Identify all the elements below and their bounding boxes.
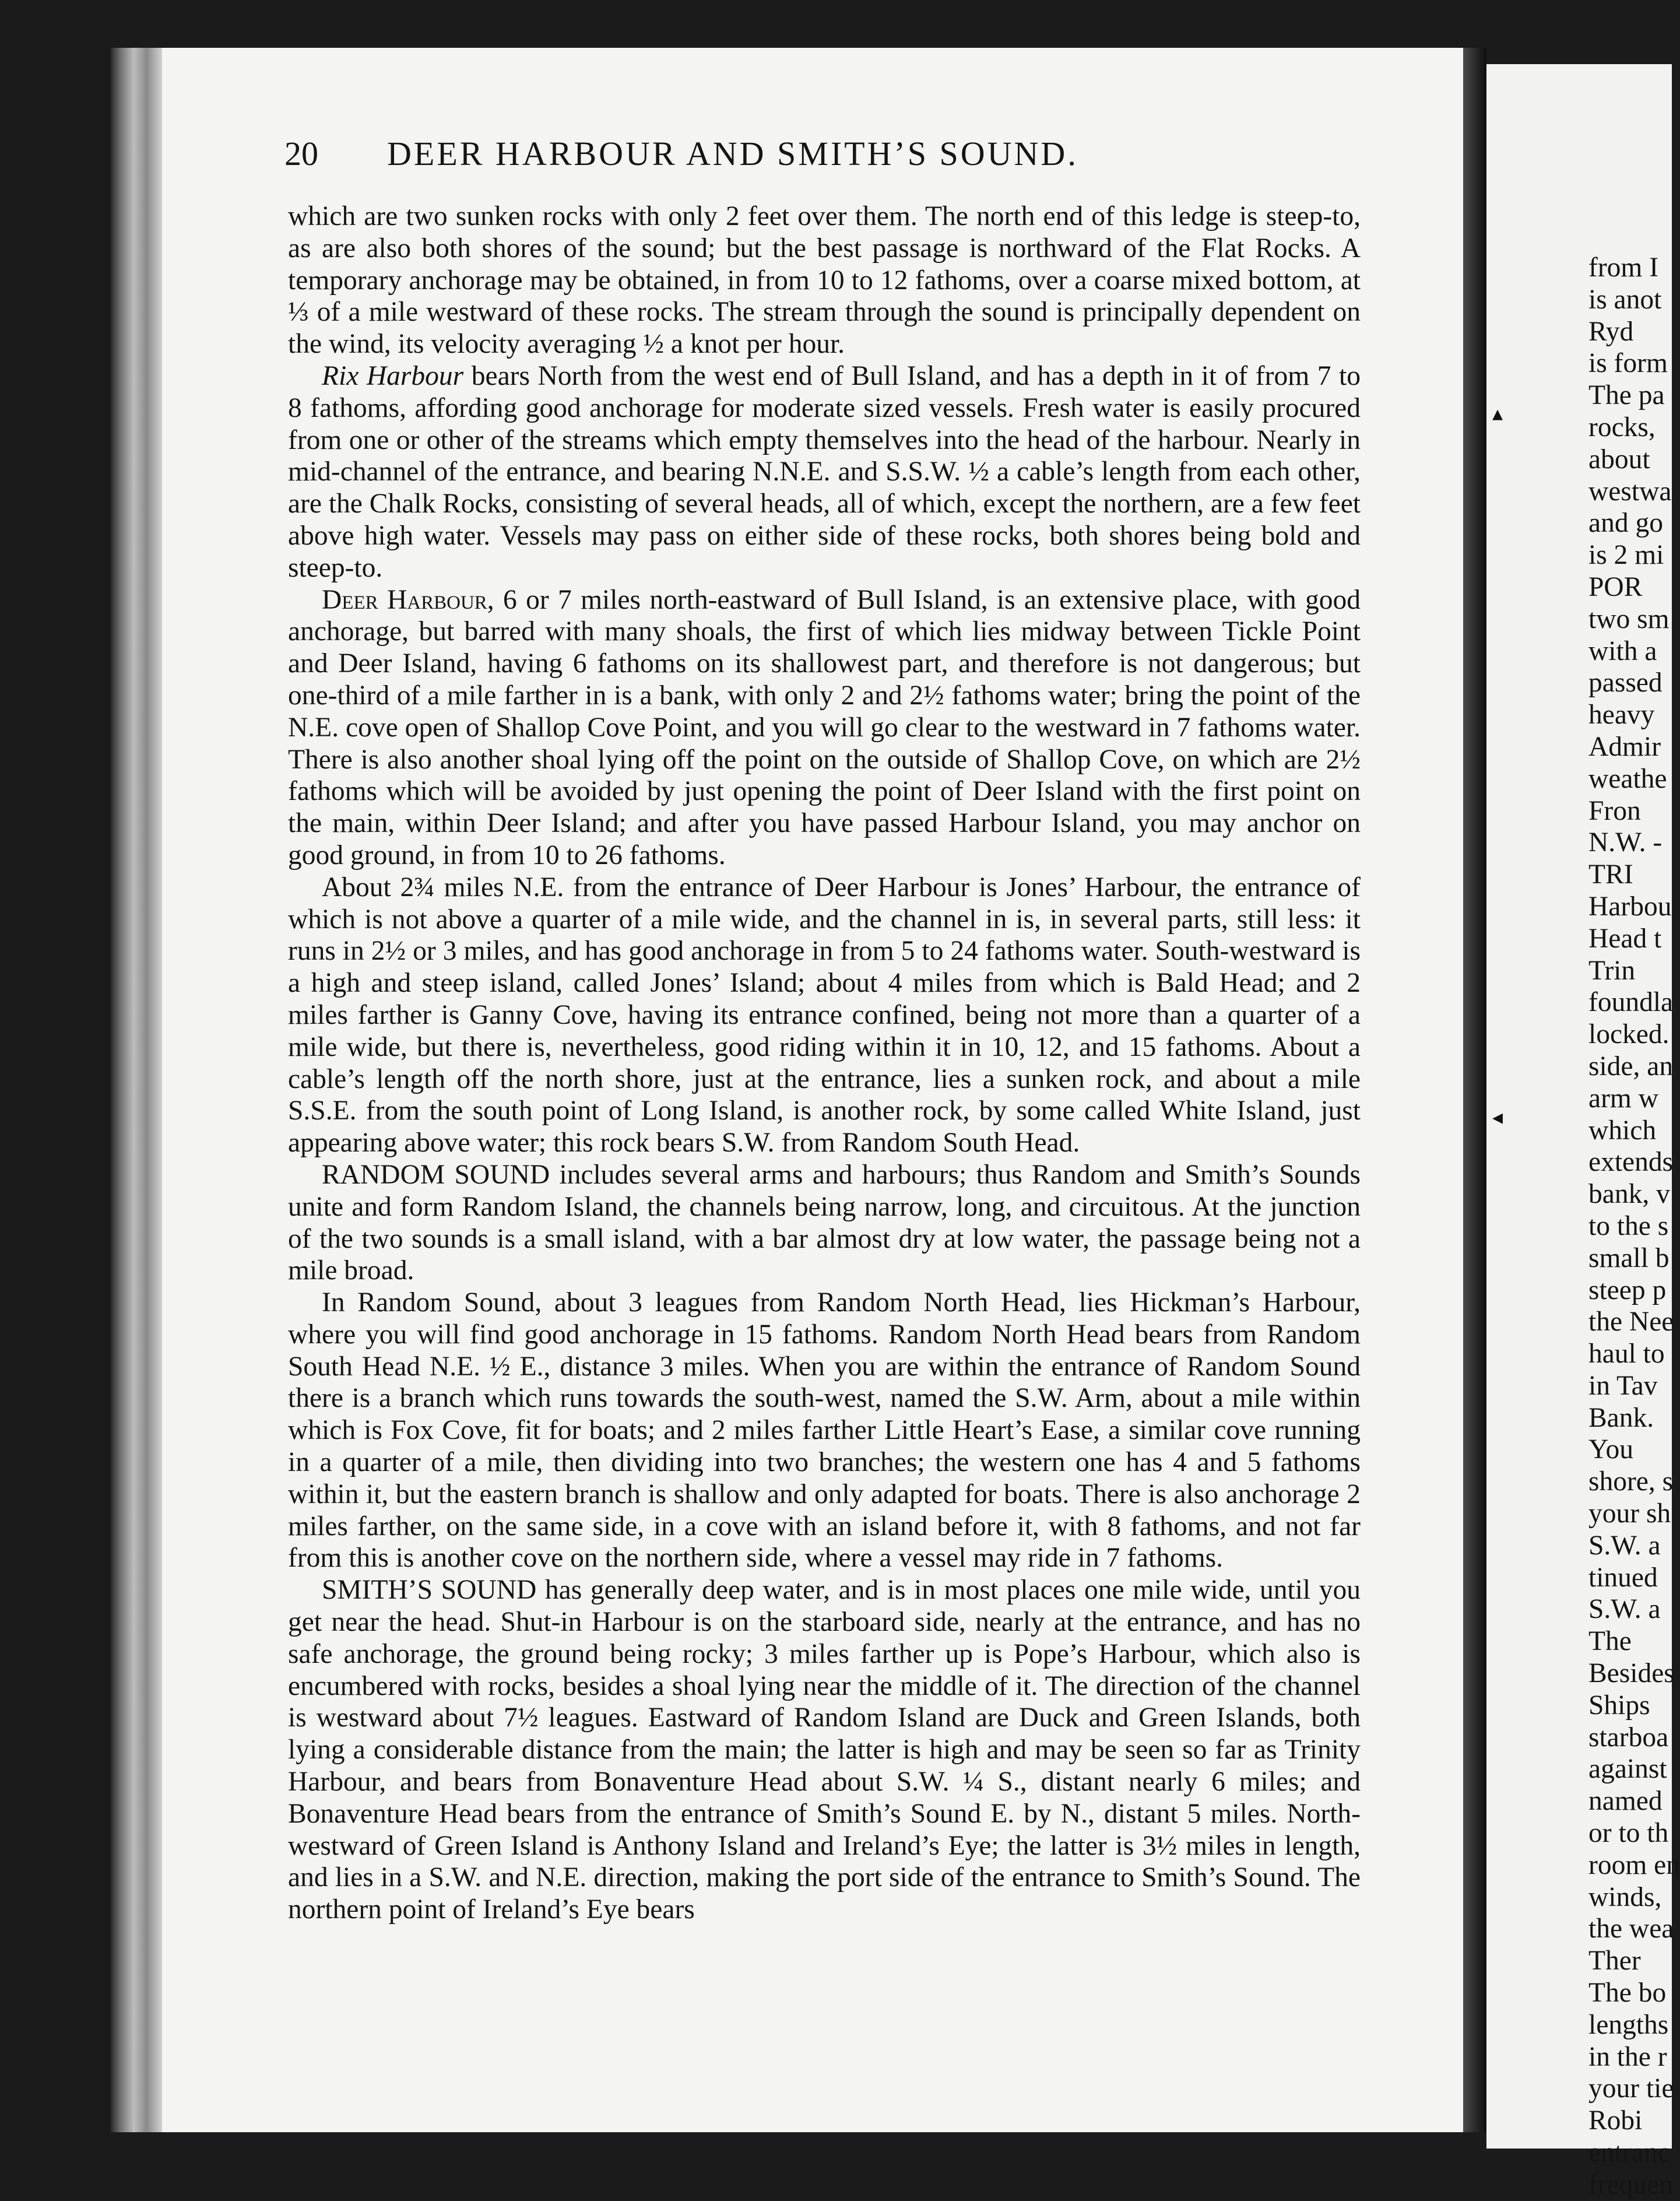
paragraph-lead-random-sound: RANDOM SOUND: [322, 1159, 550, 1190]
paragraph-text: , 6 or 7 miles north-eastward of Bull Island, is an extensive place, with good anchorage, but barred with many shoals, the first of which lies midway between Tickle Point and Deer Island, having 6 fathoms on its shallowest part, and therefore is not dangerous; but one-third of a mile farther in is a bank, with only 2 and 2½ fathoms water; bring the point of the N.E. cove open of Shallop Cove Point, and you will go clear to the westward in 7 fathoms water. There is also another shoal lying off the point on the outside of Shallop Cove, on which are 2½ fathoms which will be avoided by just opening the point of Deer Island with the first point on the main, within Deer Island; and after you have passed Harbour Island, you may anchor on good ground, in from 10 to 26 fathoms.: [288, 584, 1361, 870]
page-number: 20: [284, 135, 318, 173]
facing-page-line: bank, v: [1588, 1179, 1670, 1210]
facing-page-line: is anot: [1588, 284, 1662, 315]
facing-page-line: POR: [1588, 571, 1643, 602]
facing-page-line: westwa: [1588, 476, 1672, 507]
margin-mark: ▴: [1492, 402, 1503, 425]
facing-page: [1486, 64, 1680, 2200]
facing-page-line: is form: [1588, 348, 1668, 379]
facing-page-line: two sm: [1588, 603, 1670, 634]
facing-page-line: The: [1588, 1626, 1632, 1657]
facing-page-line: or to th: [1588, 1818, 1669, 1849]
facing-page-line: lengths: [1588, 2009, 1669, 2040]
facing-page-line: Ships: [1588, 1690, 1650, 1721]
facing-page-line: named: [1588, 1786, 1663, 1817]
facing-page-line: TRI: [1588, 859, 1633, 890]
paragraph-jones-harbour: [288, 872, 1361, 1159]
paragraph-text: includes several arms and harbours; thus Random and Smith’s Sounds unite and form Random Island, the channels being narrow, long, and circuitous. At the junction of the two sounds is a small island, with a bar almost dry at low water, the passage being not a mile broad.: [288, 1159, 1361, 1286]
paragraph-text: which are two sunken rocks with only 2 feet over them. The north end of this ledge is steep-to, as are also both shores of the sound; but the best passage is northward of the Flat Rocks. A temporary anchorage may be obtained, in from 10 to 12 fathoms, over a coarse mixed bottom, at ⅓ of a mile westward of these rocks. The stream through the sound is principally dependent on the wind, its velocity averaging ½ a knot per hour.: [288, 201, 1361, 360]
paragraph-continuation: [288, 201, 1361, 360]
facing-page-line: Robi: [1588, 2105, 1643, 2136]
facing-page-line: the Nee: [1588, 1307, 1674, 1338]
paragraph-lead-rix-harbour: Rix Harbour: [322, 360, 464, 391]
paragraph-rix-harbour: [288, 360, 1361, 584]
facing-page-line: Ther: [1588, 1946, 1641, 1977]
facing-page-line: haul to: [1588, 1339, 1665, 1370]
facing-page-line: to the s: [1588, 1210, 1669, 1241]
facing-page-line: which: [1588, 1115, 1657, 1146]
facing-page-line: starboa: [1588, 1722, 1669, 1753]
paragraph-deer-harbour: [288, 584, 1361, 872]
facing-page-line: extends: [1588, 1147, 1674, 1178]
facing-page-line: Harbou: [1588, 891, 1672, 922]
facing-page-line: heavy: [1588, 700, 1655, 731]
facing-page-line: in Tav: [1588, 1370, 1658, 1401]
facing-page-line: Trin: [1588, 955, 1636, 986]
facing-page-line: the wea: [1588, 1914, 1674, 1944]
facing-page-line: against: [1588, 1754, 1667, 1785]
facing-page-line: room en: [1588, 1849, 1680, 1880]
facing-page-line: The bo: [1588, 1978, 1667, 2009]
paragraph-smiths-sound: [288, 1574, 1361, 1926]
facing-page-text-fragments: [1588, 252, 1680, 2201]
facing-page-line: Bank.: [1588, 1402, 1654, 1433]
paragraph-text: About 2¾ miles N.E. from the entrance of Deer Harbour is Jones’ Harbour, the entrance of which is not above a quarter of a mile wide, and the channel in is, in several parts, still less: it runs in 2½ or 3 miles, and has good anchorage in from 5 to 24 fathoms water. South-westward is a high and steep island, called Jones’ Island; about 4 miles from which is Bald Head; and 2 miles farther is Ganny Cove, having its entrance confined, being not more than a quarter of a mile wide, but there is, nevertheless, good riding within it in 10, 12, and 15 fathoms. About a cable’s length off the north shore, just at the entrance, lies a sunken rock, and about a mile S.S.E. from the south point of Long Island, is another rock, by some called White Island, just appearing above water; this rock bears S.W. from Random South Head.: [288, 872, 1361, 1159]
facing-page-line: with a: [1588, 636, 1657, 666]
body-text: [288, 201, 1361, 1926]
facing-page-line: locked.: [1588, 1019, 1670, 1050]
facing-page-line: steep p: [1588, 1275, 1667, 1305]
facing-page-line: Fron: [1588, 795, 1641, 826]
paragraph-hickmans-harbour: [288, 1287, 1361, 1574]
paragraph-lead-smiths-sound: SMITH’S SOUND: [322, 1575, 537, 1606]
facing-page-line: arm w: [1588, 1083, 1659, 1114]
facing-page-line: and go: [1588, 508, 1663, 539]
facing-page-line: S.W. a: [1588, 1530, 1661, 1561]
facing-page-line: small b: [1588, 1242, 1670, 1273]
facing-page-line: You: [1588, 1434, 1634, 1465]
facing-page-line: in the r: [1588, 2041, 1667, 2072]
paragraph-text: In Random Sound, about 3 leagues from Random North Head, lies Hickman’s Harbour, where you will find good anchorage in 15 fathoms. Random North Head bears from Random South Head N.E. ½ E., distance 3 miles. When you are within the entrance of Random Sound there is a branch which runs towards the south-west, named the S.W. Arm, about a mile within which is Fox Cove, fit for boats; and 2 miles farther Little Heart’s Ease, a similar cove running in a quarter of a mile, then dividing into two branches; the western one has 4 and 5 fathoms within it, but the eastern branch is shallow and only adapted for boats. There is also anchorage 2 miles farther, on the same side, in a cove with an island before it, with 8 fathoms, and not far from this is another cove on the northern side, where a vessel may ride in 7 fathoms.: [288, 1287, 1361, 1574]
facing-page-line: Admir: [1588, 731, 1661, 762]
facing-page-line: passed: [1588, 668, 1663, 698]
page-gutter: [1463, 48, 1486, 2132]
facing-page-line: Besides: [1588, 1658, 1675, 1689]
facing-page-line: from I: [1588, 252, 1659, 283]
facing-page-line: your tie: [1588, 2073, 1674, 2104]
paragraph-text: bears North from the west end of Bull Island, and has a depth in it of from 7 to 8 fathoms, affording good anchorage for moderate sized vessels. Fresh water is easily procured from one or other of the streams which empty themselves into the head of the harbour. Nearly in mid-channel of the entrance, and bearing N.N.E. and S.S.W. ½ a cable’s length from each other, are the Chalk Rocks, consisting of several heads, all of which, except the northern, are a few feet above high water. Vessels may pass on either side of these rocks, both shores being bold and steep-to.: [288, 360, 1361, 583]
paragraph-lead-deer-harbour: Deer Harbour: [322, 584, 487, 615]
facing-page-line: rocks,: [1588, 412, 1656, 443]
left-page: [162, 48, 1463, 2132]
facing-page-line: entranc: [1588, 2137, 1670, 2168]
facing-page-line: shore, s: [1588, 1466, 1674, 1497]
facing-page-line: your sh: [1588, 1498, 1671, 1529]
book-spine-edge: [111, 48, 162, 2132]
facing-page-line: frequen: [1588, 2169, 1674, 2200]
facing-page-line: Head t: [1588, 923, 1662, 954]
facing-page-line: The pa: [1588, 380, 1665, 411]
paragraph-text: has generally deep water, and is in most places one mile wide, until you get near the head. Shut-in Harbour is on the starboard side, nearly at the entrance, and has no safe anchorage, the ground being rocky; 3 miles farther up is Pope’s Harbour, which also is encumbered with rocks, besides a shoal lying near the middle of it. The direction of the channel is westward about 7½ leagues. Eastward of Random Island are Duck and Green Islands, both lying a considerable distance from the main; the latter is high and may be seen so far as Trinity Harbour, and bears from Bonaventure Head about S.W. ¼ S., distant nearly 6 miles; and Bonaventure Head bears from the entrance of Smith’s Sound E. by N., distant 5 miles. North-westward of Green Island is Anthony Island and Ireland’s Eye; the latter is 3½ miles in length, and lies in a S.W. and N.E. direction, making the port side of the entrance to Smith’s Sound. The northern point of Ireland’s Eye bears: [288, 1575, 1361, 1925]
facing-page-line: Ryd: [1588, 316, 1634, 347]
facing-page-line: tinued: [1588, 1562, 1658, 1593]
facing-page-line: S.W. a: [1588, 1594, 1661, 1625]
paragraph-random-sound: [288, 1159, 1361, 1287]
facing-page-line: is 2 mi: [1588, 540, 1664, 571]
facing-page-line: about: [1588, 444, 1650, 475]
facing-page-line: side, an: [1588, 1051, 1674, 1082]
margin-mark: ◂: [1492, 1105, 1503, 1129]
facing-page-line: foundla: [1588, 987, 1674, 1018]
facing-page-line: weathe: [1588, 763, 1667, 794]
facing-page-line: N.W. -: [1588, 827, 1663, 858]
running-title: DEER HARBOUR AND SMITH’S SOUND.: [387, 135, 1078, 173]
facing-page-line: winds,: [1588, 1881, 1662, 1912]
